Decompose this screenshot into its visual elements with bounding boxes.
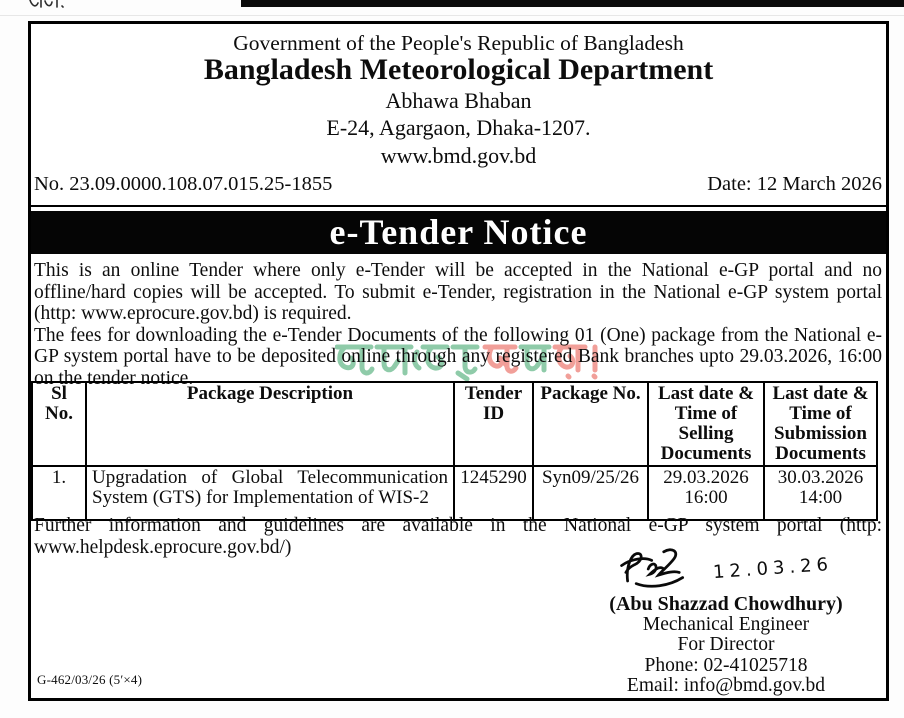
cell-sl: 1. bbox=[32, 466, 86, 520]
handwritten-date: 12.03.26 bbox=[712, 553, 834, 583]
tender-notice-title: e-Tender Notice bbox=[329, 212, 588, 252]
tender-notice-document bbox=[28, 21, 889, 701]
building-name: Abhawa Bhaban bbox=[385, 88, 532, 113]
col-header-tender-id: Tender ID bbox=[454, 382, 533, 466]
cropped-top-black-bar bbox=[241, 0, 904, 7]
fees-paragraph: The fees for downloading the e-Tender Documents of the following 01 (One) package from the National e-GP system portal have to be deposited online through any registered Bank branches upto 29.03.2026, 16:00 on the tender notice. bbox=[34, 324, 882, 389]
col-header-description: Package Description bbox=[86, 382, 454, 466]
table-row bbox=[32, 466, 877, 520]
press-reference: G-462/03/26 (5′×4) bbox=[37, 672, 143, 687]
cell-description: Upgradation of Global Telecommunication System (GTS) for Implementation of WIS-2 bbox=[86, 466, 454, 520]
reference-number: No. 23.09.0000.108.07.015.25-1855 bbox=[34, 173, 333, 195]
tender-table bbox=[31, 381, 878, 521]
website-url: www.bmd.gov.bd bbox=[380, 143, 537, 168]
notice-date: Date: 12 March 2026 bbox=[707, 173, 882, 195]
phone-line: Phone: 02-41025718 bbox=[644, 654, 808, 676]
header-divider bbox=[31, 205, 886, 207]
reference-date-row bbox=[34, 173, 882, 196]
col-header-selling: Last date & Time of Selling Documents bbox=[648, 382, 764, 466]
cell-selling-date: 29.03.2026 16:00 bbox=[648, 466, 764, 520]
government-line: Government of the People's Republic of Bangladesh bbox=[233, 31, 684, 55]
signature-block bbox=[559, 546, 893, 697]
further-info-paragraph: Further information and guidelines are available in the National e-GP system portal (http: www.helpdesk.eprocure.gov.bd/) bbox=[34, 515, 882, 558]
cell-package-no: Syn09/25/26 bbox=[533, 466, 648, 520]
col-header-submission: Last date & Time of Submission Documents bbox=[764, 382, 877, 466]
tender-notice-title-bar bbox=[31, 211, 886, 254]
signatory-authority: For Director bbox=[677, 634, 775, 655]
cell-submission-date: 30.03.2026 14:00 bbox=[764, 466, 877, 520]
col-header-sl: Sl No. bbox=[32, 382, 86, 466]
cell-tender-id: 1245290 bbox=[454, 466, 533, 520]
scan-fold-line bbox=[0, 15, 904, 16]
intro-paragraph: This is an online Tender where only e-Tender will be accepted in the National e-GP portal and no offline/hard copies will be accepted. To submit e-Tender, registration in the National e-GP system portal (http: www.eprocure.gov.bd) is required. bbox=[34, 260, 882, 324]
notice-body bbox=[34, 260, 882, 389]
signatory-designation: Mechanical Engineer bbox=[642, 613, 810, 635]
email-line: Email: info@bmd.gov.bd bbox=[626, 675, 826, 696]
table-header-row bbox=[32, 382, 877, 466]
address-line: E-24, Agargaon, Dhaka-1207. bbox=[326, 115, 591, 140]
signatory-name: (Abu Shazzad Chowdhury) bbox=[609, 593, 843, 615]
department-name: Bangladesh Meteorological Department bbox=[203, 53, 714, 86]
col-header-package-no: Package No. bbox=[533, 382, 648, 466]
corner-bengali-fragment bbox=[28, 0, 70, 10]
